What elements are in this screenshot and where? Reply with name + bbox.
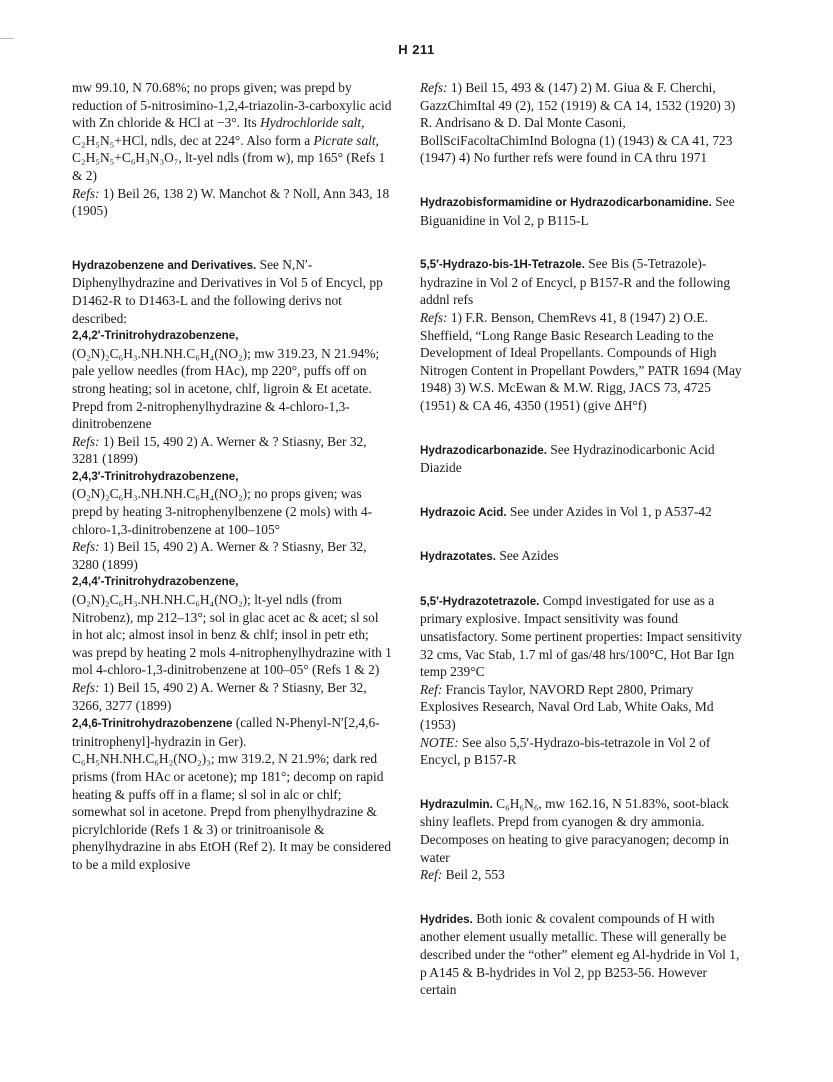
entry-hydrazotetrazole: 5,5′-Hydrazotetrazole. Compd investigated for use as a primary explosive. Impact sensitivity was found unsatisfactory. Some pertinent properties: Impact sensitivity 32 cms, Vac Stab, 1.7 ml of gas/48 hrs/100°C, Hot Bar Ign temp 239°C Ref: Francis Taylor, NAVORD Rept 2800, Primary Explosives Research, Naval Ord Lab, White Oaks, Md (1953) NOTE: See also 5,5′-Hydrazo-bis-tetrazole in Vol 2 of Encycl, p B157-R: [420, 592, 742, 768]
entry-hydrazotates: Hydrazotates. See Azides: [420, 548, 559, 564]
compound-refs: Refs: 1) Beil 15, 490 2) A. Werner & ? Stiasny, Ber 32, 3281 (1899): [72, 433, 367, 467]
entry-title: 5,5′-Hydrazotetrazole.: [420, 594, 540, 608]
compound-text: (O₂N)₂C₆H₃.NH.NH.C₆H₄(NO₂); mw 319.23, N 21.94%; pale yellow needles (from HAc), mp 220°, puffs off on strong heating; sol in acetone, chlf, ligroin & Et acetate. Prepd from 2-nitrophenylhydrazine & 4-chloro-1,3-dinitrobenzene: [72, 345, 380, 432]
entry-title: Hydrazulmin.: [420, 797, 493, 811]
entry-title: 5,5′-Hydrazo-bis-1H-Tetrazole.: [420, 258, 585, 272]
entry-title: Hydrazodicarbonazide.: [420, 443, 547, 457]
compound-name: 2,4,6-Trinitrohydrazobenzene: [72, 717, 233, 731]
entry-refs-continuation: Refs: 1) Beil 15, 493 & (147) 2) M. Giua & F. Cherchi, GazzChimItal 49 (2), 152 (1919) & CA 14, 1532 (1920) 3) R. Andrisano & D. Dal Monte Casoni, BollSciFacoltaChimInd Bologna (1) (1943) & CA 41, 723 (1947) 4) No further refs were found in CA thru 1971: [420, 80, 736, 166]
entry-hydrides: Hydrides. Both ionic & covalent compounds of H with another element usually metallic. These will generally be described under the “other” element eg Al-hydride in Vol 1, p A145 & B-hydrides in Vol 2, pp B253-56. However certain: [420, 910, 740, 998]
compound-name: 2,4,2′-Trinitrohydrazobenzene,: [72, 329, 239, 343]
entry-text: mw 99.10, N 70.68%; no props given; was prepd by reduction of 5-nitrosimino-1,2,4-triazolin-3-carboxylic acid with Zn chloride & HCl at −3°. Its Hydrochloride salt, C₂H₅N₅+HCl, ndls, dec at 224°. Also form a Picrate salt, C₂H₅N₅+C₆H₃N₃O₇, lt-yel ndls (from w), mp 165° (Refs 1 & 2): [72, 80, 392, 183]
page-number: H 211: [398, 42, 435, 57]
margin-mark: [0, 38, 14, 39]
entry-refs: Refs: 1) Beil 26, 138 2) W. Manchot & ? Noll, Ann 343, 18 (1905): [72, 185, 390, 219]
entry-hydrazobenzene: [72, 256, 392, 874]
entry-hydrazoic-acid: Hydrazoic Acid. See under Azides in Vol 1, p A537-42: [420, 503, 712, 519]
entry-intro: Hydrazobenzene and Derivatives. See N,N′-Diphenylhydrazine and Derivatives in Vol 5 of Encycl, pp D1462-R to D1463-L and the following derivs not described:: [72, 256, 383, 326]
compound-name: 2,4,4′-Trinitrohydrazobenzene,: [72, 575, 239, 589]
entry-title: Hydrazobisformamidine or Hydrazodicarbonamidine.: [420, 195, 712, 209]
entry-hydrazo-bis-tetrazole: 5,5′-Hydrazo-bis-1H-Tetrazole. See Bis (5-Tetrazole)-hydrazine in Vol 2 of Encycl, p B157-R and the following addnl refs Refs: 1) F.R. Benson, ChemRevs 41, 8 (1947) 2) O.E. Sheffield, “Long Range Basic Research Leading to the Development of Ideal Propellants. Compounds of High Nitrogen Content in Propellant Powders,” PATR 1694 (May 1948) 3) W.S. McEwan & M.W. Rigg, JACS 73, 4725 (1951) & CA 46, 4350 (1951) (give ΔH°f): [420, 256, 742, 413]
compound-refs: Refs: 1) Beil 15, 490 2) A. Werner & ? Stiasny, Ber 32, 3266, 3277 (1899): [72, 680, 367, 713]
entry-title: Hydrazoic Acid.: [420, 505, 507, 519]
entry-title: Hydrazobenzene and Derivatives.: [72, 258, 257, 272]
compound-text: (O₂N)₂C₆H₃.NH.NH.C₆H₄(NO₂); lt-yel ndls (from Nitrobenz), mp 212–13°; sol in glac acet ac & acet; sl sol in hot alc; almost insol in benz & chlf; insol in petr eth; was prepd by heating 2 mols 4-nitrophenylhydrazine with 1 mol 4-chloro-1,3-dinitrobenzene at 100–05° (Refs 1 & 2): [72, 592, 392, 678]
compound-text: 2,4,6-Trinitrohydrazobenzene (called N-Phenyl-N′[2,4,6-trinitrophenyl]-hydrazin in Ger). C₆H₅NH.NH.C₆H₂(NO₂)₃; mw 319.2, N 21.9%; dark red prisms (from HAc or acetone); mp 181°; decomp on rapid heating & puffs off in a flame; sl sol in alc or chlf; somewhat sol in acetone. Prepd from phenylhydrazine & picrylchloride (Refs 1 & 3) or trinitroanisole & phenylhydrazine in abs EtOH (Ref 2). It may be considered to be a mild explosive: [72, 715, 392, 872]
left-column: [72, 79, 392, 900]
entry-hydrazulmin: Hydrazulmin. C₆H₆N₆, mw 162.16, N 51.83%, soot-black shiny leaflets. Prepd from cyanogen & dry ammonia. Decomposes on heating to give paracyanogen; decomp in water Ref: Beil 2, 553: [420, 795, 730, 883]
entry-title: Hydrides.: [420, 912, 473, 926]
compound-text: (O₂N)₂C₆H₃.NH.NH.C₆H₄(NO₂); no props given; was prepd by heating 3-nitrophenylbenzene (2 mols) with 4-chloro-1,3-dinitrobenzene at 100–105°: [72, 486, 373, 537]
compound-refs: Refs: 1) Beil 15, 490 2) A. Werner & ? Stiasny, Ber 32, 3280 (1899): [72, 539, 367, 572]
entry-hydrazobisformamidine: Hydrazobisformamidine or Hydrazodicarbonamidine. See Biguanidine in Vol 2, p B115-L: [420, 193, 735, 228]
entry-hydrazodicarbonazide: Hydrazodicarbonazide. See Hydrazinodicarbonic Acid Diazide: [420, 441, 715, 476]
right-column: [420, 79, 746, 1025]
entry-continuation: [72, 79, 392, 220]
entry-title: Hydrazotates.: [420, 550, 497, 564]
compound-name: 2,4,3′-Trinitrohydrazobenzene,: [72, 469, 239, 483]
